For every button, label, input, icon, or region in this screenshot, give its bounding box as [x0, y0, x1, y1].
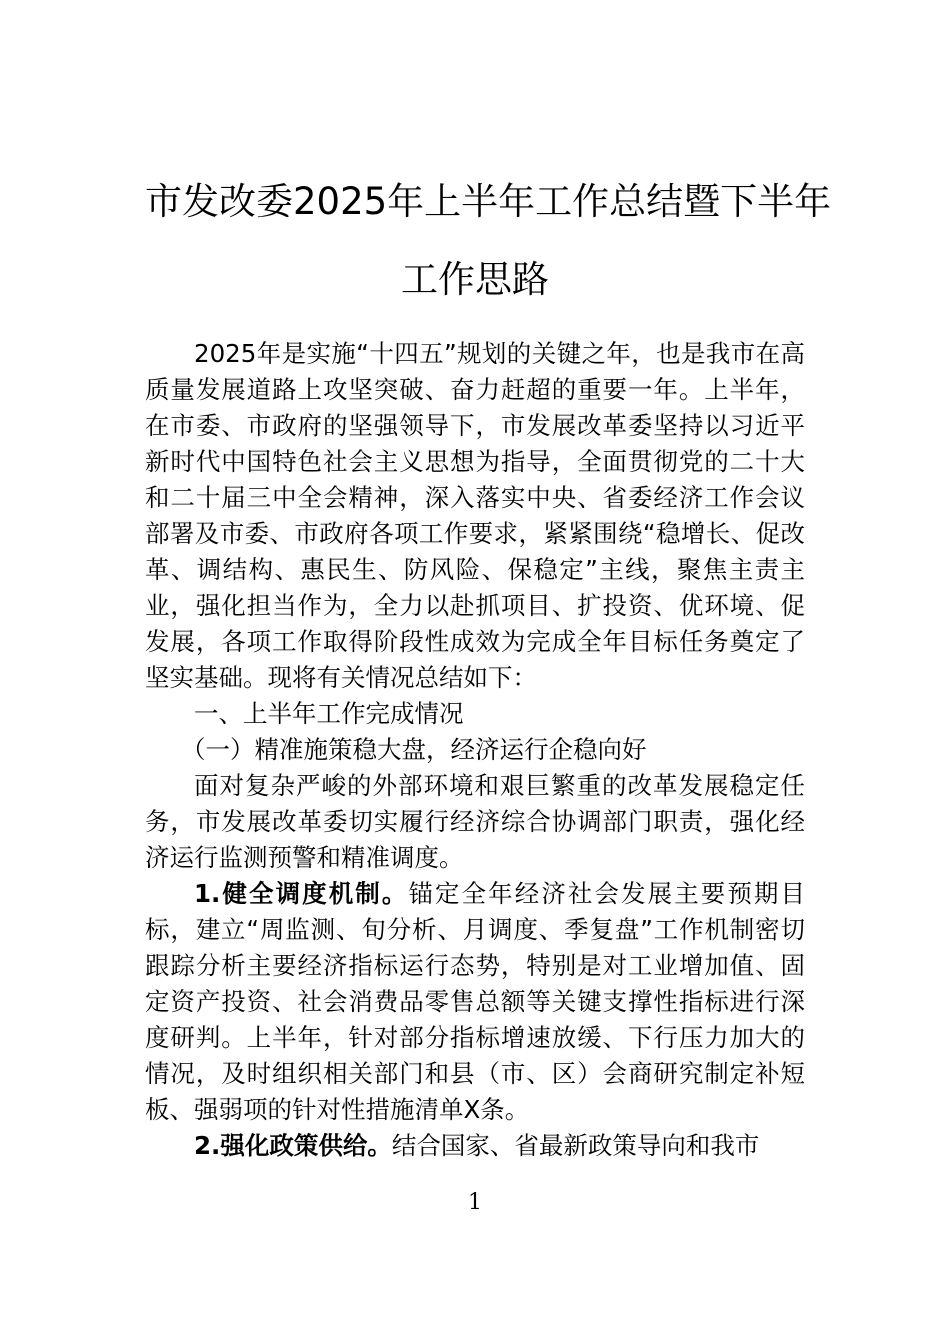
title-line-2: 工作思路: [401, 258, 549, 301]
item-2-lead: 2.强化政策供给。: [194, 1131, 392, 1160]
section-heading: 一、上半年工作完成情况: [194, 699, 464, 728]
item-1-paragraph: [145, 876, 805, 1128]
intro-paragraph: 2025年是实施“十四五”规划的关键之年，也是我市在高质量发展道路上攻坚突破、奋力赶超的重要一年。上半年，在市委、市政府的坚强领导下，市发展改革委坚持以习近平新时代中国特色社会主义思想为指导，全面贯彻党的二十大和二十届三中全会精神，深入落实中央、省委经济工作会议部署及市委、市政府各项工作要求，紧紧围绕“稳增长、促改革、调结构、惠民生、防风险、保稳定”主线，聚焦主责主业，强化担当作为，全力以赴抓项目、扩投资、优环境、促发展，各项工作取得阶段性成效为完成全年目标任务奠定了坚实基础。现将有关情况总结如下：: [145, 339, 805, 692]
item-1-lead: 1.健全调度机制。: [194, 879, 409, 908]
page-number: 1: [468, 1190, 482, 1215]
document-title: [145, 163, 832, 319]
item-2-text: 结合国家、省最新政策导向和我市: [391, 1131, 760, 1160]
item-1-text: 锚定全年经济社会发展主要预期目标，建立“周监测、旬分析、月调度、季复盘”工作机制密切跟踪分析主要经济指标运行态势，特别是对工业增加值、固定资产投资、社会消费品零售总额等关键支撑性指标进行深度研判。上半年，针对部分指标增速放缓、下行压力加大的情况，及时组织相关部门和县（市、区）会商研究制定补短板、强弱项的针对性措施清单X条。: [145, 879, 805, 1124]
document-body: [145, 336, 805, 1164]
item-2-paragraph: [145, 1128, 805, 1164]
subsection-paragraph: 面对复杂严峻的外部环境和艰巨繁重的改革发展稳定任务，市发展改革委切实履行经济综合协调部门职责，强化经济运行监测预警和精准调度。: [145, 771, 805, 872]
title-line-1: 市发改委2025年上半年工作总结暨下半年: [145, 180, 832, 223]
subsection-heading: （一）精准施策稳大盘，经济运行企稳向好: [181, 735, 647, 764]
